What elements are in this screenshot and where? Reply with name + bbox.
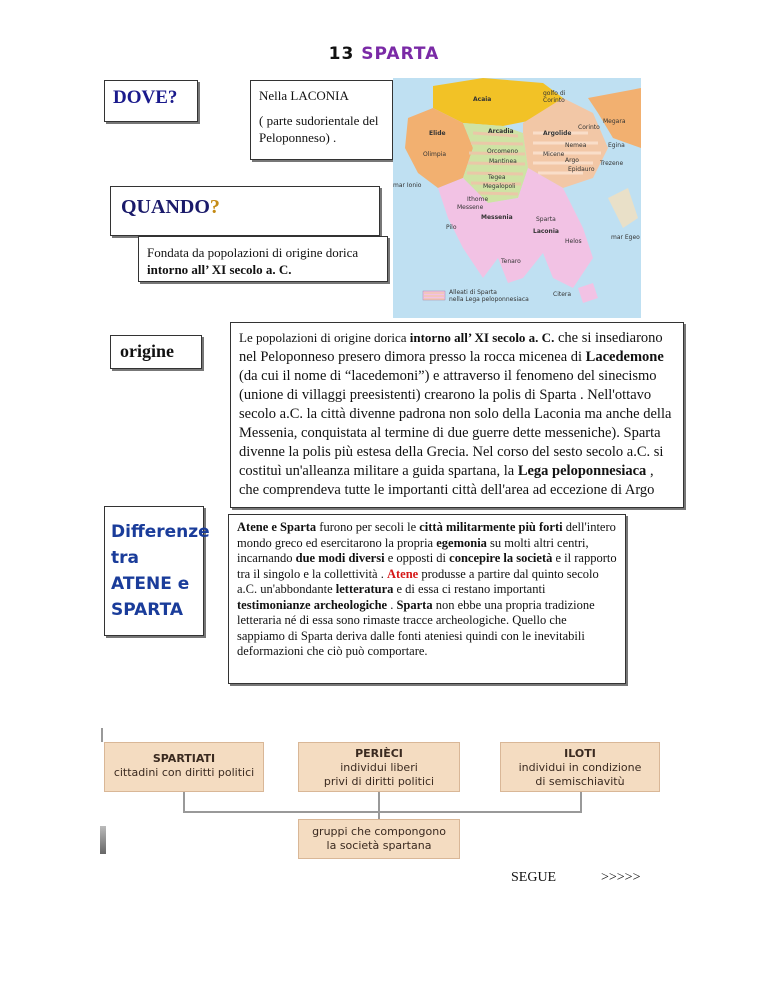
diff-bold-4: due modi diversi [295,551,385,565]
quando-label [111,187,379,219]
diagram-center-box [298,819,460,859]
map-label-arcadia: Arcadia [488,128,514,135]
map-label-helos: Helos [565,238,582,245]
diff-red-atene: Atene [386,566,419,581]
map-label-mar-egeo: mar Egeo [611,234,640,241]
diff-bold-2: città militarmente più forti [419,520,563,534]
diff-bold-5: concepire la società [449,551,553,565]
diff-text-2: dell'intero mondo greco ed esercitarono la propria [237,520,616,550]
dove-line1: Nella LACONIA [259,88,349,103]
diff-text-3: su molti altri centri, incarnando [237,535,589,565]
diff-bold-3: egemonia [436,535,487,550]
diagram-iloti-box [500,742,660,792]
origine-bold-2: Lacedemone [585,349,664,365]
quando-label-q: ? [209,196,220,218]
iloti-title: ILOTI [564,747,596,760]
origine-text-box [230,322,684,508]
differenze-paragraph [237,520,617,660]
diff-bold-7: letteratura [335,582,394,596]
quando-text-box [138,236,388,282]
map-label-elide: Elide [429,130,446,137]
map-label-olimpia: Olimpia [423,151,447,158]
map-legend-line1: Alleati di Sparta [449,289,497,296]
origine-text-3: (da cui il nome di “lacedemoni”) e attraverso il fenomeno del sinecismo (unione di villaggi preesistenti) crearono la polis di Sparta . Nell'ottavo secolo a.C. la città divenne padrona non solo della Laconia ma anche della Messenia, conquistata al termine di due guerre dette messeniche). Sparta divenne la polis più estesa della Grecia. Nel corso del sesto secolo a.C. si costituì un'alleanza militare a guida spartana, la [239,368,672,479]
perieci-sub2: privi di diritti politici [323,775,435,788]
footer-arrows: >>>>> [601,870,641,885]
spartiati-title: SPARTIATI [152,752,216,765]
origine-paragraph [239,328,675,500]
map-label-egina: Egina [608,142,625,149]
diagram-horizontal [183,811,582,813]
title-number: 13 [328,44,355,64]
map-label-ithome: Ithome [467,196,489,203]
decorative-fragment [100,826,106,854]
map-label-megalopoli: Megalopoli [483,183,516,190]
map-label-argolide: Argolide [543,130,572,137]
map-label-sparta: Sparta [536,216,556,223]
quando-label-box [110,186,380,236]
iloti-sub2: di semischiavitù [535,775,625,788]
map-label-tegea: Tegea [488,174,506,181]
diagram-vertical-left [183,792,185,812]
differenze-label: Differenze tra ATENE e SPARTA [111,522,210,620]
differenze-label-box [104,506,210,636]
dove-text-box [250,80,393,160]
diff-bold-1: Atene e Sparta [237,520,317,534]
map-label-micene: Micene [543,151,565,158]
diff-bold-9: Sparta [396,597,433,612]
map-label-megara: Megara [603,118,626,125]
map-label-mar-ionio: mar Ionio [393,182,422,189]
map-label-laconia: Laconia [533,228,559,235]
perieci-title: PERIÈCI [355,747,403,760]
diagram-vertical-center [378,811,380,819]
diagram-perieci-box [298,742,460,792]
center-line1: gruppi che compongono [312,825,446,838]
origine-text-2: che si insediarono nel Peloponneso presero dimora presso la rocca micenea di [239,330,663,365]
map-legend-line2: nella Lega peloponnesiaca [449,296,529,303]
map-svg [393,78,641,318]
title-word: SPARTA [361,44,440,64]
origine-text-1: Le popolazioni di origine dorica [239,330,410,345]
quando-line2: intorno all’ XI secolo a. C. [147,262,292,277]
map-label-corinto: Corinto [578,124,600,131]
map-label-tenaro: Tenaro [501,258,521,265]
map-label-gulf: golfo di Corinto [543,90,566,104]
map-label-acaia: Acaia [473,96,492,103]
map-label-messene: Messene [457,204,484,211]
page-title [0,44,768,64]
quando-label-text: QUANDO [121,196,210,218]
map-label-mantinea: Mantinea [489,158,517,165]
diagram-vertical-left-edge [101,728,103,742]
map-label-pilo: Pilo [446,224,457,231]
diff-text-5: e il rapporto tra il singolo e la collettività . [237,551,617,581]
diff-text-8: . [387,597,397,612]
diagram-vertical-right [580,792,582,812]
origine-bold-3: Lega peloponnesiaca [517,463,647,479]
iloti-sub1: individui in condizione [518,761,642,774]
perieci-sub1: individui liberi [340,761,418,774]
origine-bold-1: intorno all’ XI secolo a. C. [409,330,555,345]
diff-text-9: non ebbe una propria tradizione letteraria né di essa sono rimaste tracce archeologiche. Quello che sappiamo di Sparta deriva dalle fonti ateniesi quindi con le inevitabili deformazioni che ciò può comportare. [237,597,595,658]
spartiati-sub: cittadini con diritti politici [113,766,255,779]
map-label-epidauro: Epidauro [568,166,595,173]
dove-line2: ( parte sudorientale del Peloponneso) . [259,113,379,145]
map-label-orcomeno: Orcomeno [487,148,519,155]
origine-label: origine [120,341,174,361]
diff-text-6: produsse a partire dal quinto secolo a.C. un'abbondante [237,566,599,596]
footer-segue: SEGUE [511,870,557,885]
diff-text-4: e opposti di [384,551,450,565]
peloponnese-map [393,78,641,318]
differenze-text-box [228,514,626,684]
diff-text-7: e di essa ci restano importanti [393,582,546,596]
center-line2: la società spartana [326,839,432,852]
dove-label: DOVE? [113,87,178,108]
origine-label-box [110,335,202,369]
map-label-argo: Argo [565,157,579,164]
quando-line1: Fondata da popolazioni di origine dorica [147,245,359,260]
diagram-vertical-mid [378,792,380,812]
diff-text-1: furono per secoli le [316,520,420,534]
map-label-nemea: Nemea [565,142,587,149]
dove-label-box [104,80,198,122]
diff-bold-8: testimonianze archeologiche [237,597,388,612]
map-label-messenia: Messenia [481,214,513,221]
origine-text-4: , che comprendeva tutte le importanti città dell'area ad eccezione di Argo [239,463,655,498]
map-label-trezene: Trezene [600,160,624,167]
diagram-spartiati-box [104,742,264,792]
map-label-citera: Citera [553,291,572,298]
